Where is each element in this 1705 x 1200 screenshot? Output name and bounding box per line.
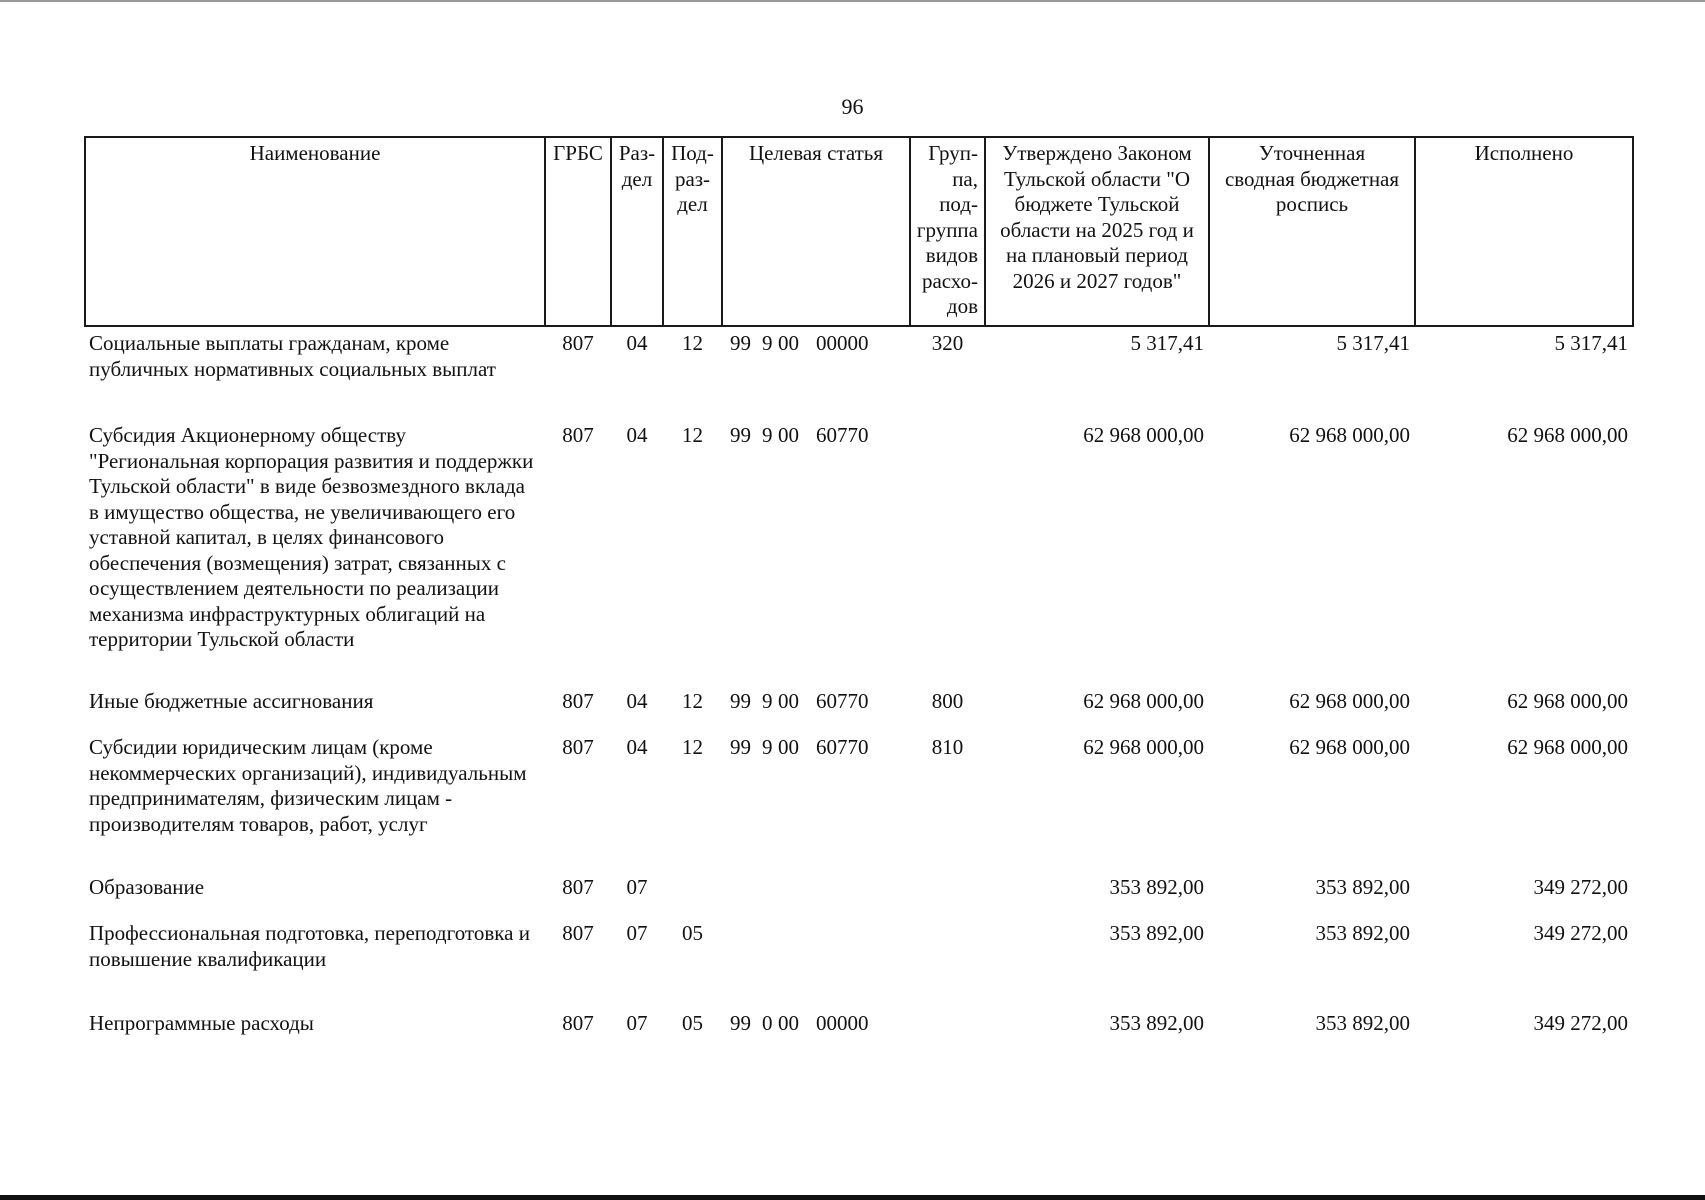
row-razdel: 04 — [626, 331, 648, 355]
header-razdel: Раз- дел — [611, 137, 663, 326]
target-article-part: 00 — [778, 423, 799, 447]
target-article-part: 9 — [762, 331, 773, 355]
row-target-article — [722, 326, 910, 419]
row-refined: 353 892,00 — [1315, 875, 1410, 899]
row-executed: 349 272,00 — [1533, 1011, 1628, 1035]
target-article-part: 60770 — [816, 735, 869, 759]
row-target-article — [722, 1007, 910, 1051]
header-podrazdel: Под- раз- дел — [663, 137, 722, 326]
header-target-article: Целевая статья — [722, 137, 910, 326]
row-target-article — [722, 731, 910, 871]
target-article-part: 60770 — [816, 689, 869, 713]
row-grbs: 807 — [562, 331, 594, 355]
header-grbs: ГРБС — [545, 137, 611, 326]
row-target-article — [722, 917, 910, 1007]
row-grbs: 807 — [562, 875, 594, 899]
target-article-part: 00 — [778, 735, 799, 759]
table-row — [85, 1007, 1633, 1051]
row-podrazdel: 05 — [682, 921, 703, 945]
row-name: Субсидии юридическим лицам (кроме некоммерческих организаций), индивидуальным предпринимателям, физическим лицам - производителям товаров, работ, услуг — [89, 735, 527, 836]
row-expense-group — [910, 871, 985, 917]
target-article-part: 99 — [730, 735, 751, 759]
row-name: Иные бюджетные ассигнования — [89, 689, 374, 713]
row-executed: 62 968 000,00 — [1507, 689, 1628, 713]
row-razdel: 04 — [626, 735, 648, 759]
table-row — [85, 419, 1633, 685]
row-podrazdel: 05 — [682, 1011, 703, 1035]
row-podrazdel: 12 — [682, 331, 703, 355]
row-razdel: 07 — [626, 875, 648, 899]
row-approved: 353 892,00 — [1109, 1011, 1204, 1035]
row-target-article — [722, 419, 910, 685]
row-name: Субсидия Акционерному обществу "Региональная корпорация развития и поддержки Тульской области" в виде безвозмездного вклада в имущество общества, не увеличивающего его уставной капитал, в целях финансового обеспечения (возмещения) затрат, связанных с осуществлением деятельности по реализации механизма инфраструктурных облигаций на территории Тульской области — [89, 423, 534, 651]
target-article-part: 99 — [730, 1011, 751, 1035]
row-refined: 62 968 000,00 — [1289, 689, 1410, 713]
target-article-part: 60770 — [816, 423, 869, 447]
target-article-part: 9 — [762, 735, 773, 759]
row-expense-group — [910, 1007, 985, 1051]
target-article-part: 00 — [778, 1011, 799, 1035]
row-grbs: 807 — [562, 689, 594, 713]
target-article-part: 00000 — [816, 1011, 869, 1035]
row-approved: 353 892,00 — [1109, 921, 1204, 945]
row-razdel: 04 — [626, 689, 648, 713]
scan-bottom-edge — [0, 1195, 1705, 1200]
row-name: Образование — [89, 875, 205, 899]
row-razdel: 07 — [626, 1011, 648, 1035]
row-grbs: 807 — [562, 1011, 594, 1035]
row-razdel: 04 — [626, 423, 648, 447]
row-approved: 62 968 000,00 — [1083, 423, 1204, 447]
row-expense-group: 800 — [931, 689, 964, 713]
row-executed: 62 968 000,00 — [1507, 423, 1628, 447]
page-number: 96 — [841, 94, 864, 119]
row-target-article — [722, 871, 910, 917]
row-executed: 349 272,00 — [1533, 875, 1628, 899]
row-expense-group — [910, 419, 985, 685]
table-row — [85, 731, 1633, 871]
target-article-part: 00000 — [816, 331, 869, 355]
row-grbs: 807 — [562, 921, 594, 945]
row-approved: 5 317,41 — [1130, 331, 1204, 355]
row-target-article — [722, 685, 910, 731]
header-refined-budget: Уточненная сводная бюджетная роспись — [1209, 137, 1415, 326]
target-article-part: 9 — [762, 689, 773, 713]
row-expense-group: 320 — [931, 331, 964, 355]
row-executed: 62 968 000,00 — [1507, 735, 1628, 759]
row-refined: 5 317,41 — [1336, 331, 1410, 355]
scan-top-edge — [0, 0, 1705, 2]
row-executed: 349 272,00 — [1533, 921, 1628, 945]
row-approved: 62 968 000,00 — [1083, 735, 1204, 759]
budget-table — [84, 136, 1634, 1051]
row-refined: 62 968 000,00 — [1289, 735, 1410, 759]
row-approved: 62 968 000,00 — [1083, 689, 1204, 713]
target-article-part: 99 — [730, 423, 751, 447]
table-body — [85, 326, 1633, 1051]
header-expense-group: Груп- па, под- группа видов расхо- дов — [910, 137, 985, 326]
target-article-part: 00 — [778, 689, 799, 713]
row-refined: 353 892,00 — [1315, 921, 1410, 945]
row-podrazdel: 12 — [682, 423, 703, 447]
table-row — [85, 685, 1633, 731]
row-approved: 353 892,00 — [1109, 875, 1204, 899]
row-expense-group — [910, 917, 985, 1007]
target-article-part: 9 — [762, 423, 773, 447]
row-grbs: 807 — [562, 735, 594, 759]
target-article-part: 00 — [778, 331, 799, 355]
row-refined: 62 968 000,00 — [1289, 423, 1410, 447]
row-grbs: 807 — [562, 423, 594, 447]
row-name: Социальные выплаты гражданам, кроме публичных нормативных социальных выплат — [89, 331, 496, 381]
target-article-part: 99 — [730, 689, 751, 713]
row-executed: 5 317,41 — [1554, 331, 1628, 355]
row-podrazdel: 12 — [682, 735, 703, 759]
row-refined: 353 892,00 — [1315, 1011, 1410, 1035]
header-approved-by-law: Утверждено Законом Тульской области "О бюджете Тульской области на 2025 год и на плановый период 2026 и 2027 годов" — [985, 137, 1209, 326]
table-header-row — [85, 137, 1633, 326]
target-article-part: 0 — [762, 1011, 773, 1035]
row-name: Профессиональная подготовка, переподготовка и повышение квалификации — [89, 921, 530, 971]
target-article-part: 99 — [730, 331, 751, 355]
row-name: Непрограммные расходы — [89, 1011, 314, 1035]
row-podrazdel — [663, 871, 722, 917]
table-row — [85, 917, 1633, 1007]
row-podrazdel: 12 — [682, 689, 703, 713]
row-expense-group: 810 — [931, 735, 964, 759]
table-row — [85, 871, 1633, 917]
header-executed: Исполнено — [1415, 137, 1633, 326]
table-row — [85, 326, 1633, 419]
header-name: Наименование — [85, 137, 545, 326]
row-razdel: 07 — [626, 921, 648, 945]
